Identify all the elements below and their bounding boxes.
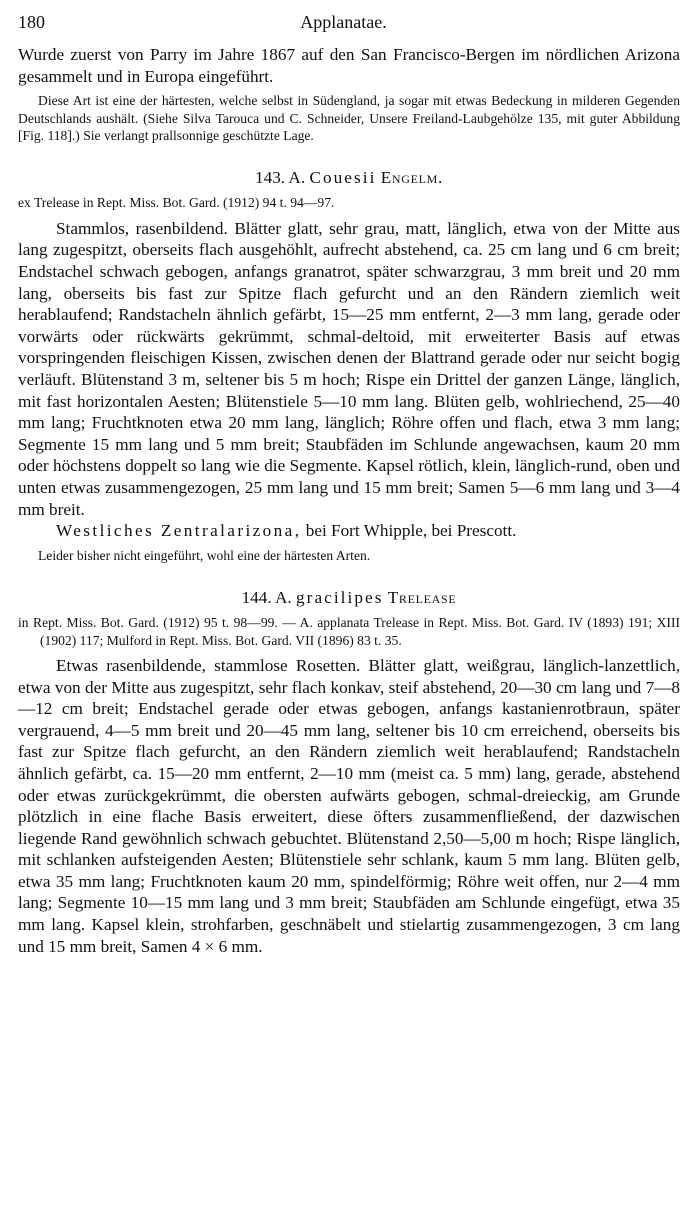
species-144-epithet: gracilipes [296,588,384,608]
species-144-heading [18,588,680,608]
species-143-reference: ex Trelease in Rept. Miss. Bot. Gard. (1912) 94 t. 94—97. [18,195,335,211]
intro-note: Diese Art ist eine der härtesten, welche selbst in Südengland, ja sogar mit etwas Bedeckung in milderen Gegenden Deutschlands aushält. (Siehe Silva Tarouca und C. Schneider, Unsere Freiland-Laubgehölze 135, mit guter Abbildung [Fig. 118].) Sie verlangt prallsonnige geschützte Lage. [18,93,680,143]
species-143-note: Leider bisher nicht eingeführt, wohl eine der härtesten Arten. [38,547,371,563]
species-143-description: Stammlos, rasenbildend. Blätter glatt, sehr grau, matt, länglich, etwa von der Mitte aus lang zugespitzt, oberseits flach ausgehöhlt, aufrecht abstehend, ca. 25 cm lang und 6 cm breit; Endstachel schwach gebogen, anfangs granatrot, später schwarzgrau, 3 mm breit und 20 mm lang, oberseits bis fast zur Spitze flach gefurcht und an den Rändern ziemlich weit herablaufend; Randstacheln ähnlich gefärbt, 15—25 mm entfernt, 2—3 mm lang, gerade oder vorwärts oder rückwärts gekrümmt, schmal-deltoid, mit erweiterter Basis auf etwas vorspringenden fleischigen Kissen, zwischen denen der Blattrand gerade oder nur seicht bogig verläuft. Blütenstand 3 m, seltener bis 5 m hoch; Rispe ein Drittel der ganzen Länge, länglich, mit fast horizontalen Aesten; Blütenstiele 5—10 mm lang. Blüten gelb, wohlriechend, 25—40 mm lang; Fruchtknoten etwa 20 mm lang, länglich; Röhre offen und flach, etwa 3 mm lang; Segmente 15 mm lang und 5 mm breit; Staubfäden im Schlunde angewachsen, kaum 20 mm oder höchstens doppelt so lang wie die Segmente. Kapsel rötlich, klein, länglich-rund, oben und unten etwas zusammengezogen, 25 mm lang und 15 mm breit; Samen 5—6 mm lang und 3—4 mm breit. [18,218,680,519]
species-143-number: 143. A. [255,168,306,188]
species-144-description: Etwas rasenbildende, stammlose Rosetten. Blätter glatt, weißgrau, länglich-lanzettlich, etwa von der Mitte aus zugespitzt, sehr flach konkav, steif abstehend, 20—30 cm lang und 7—8—12 cm breit; Endstachel gerade oder etwas gebogen, anfangs kastanienrotbraun, später vergrauend, 4—5 mm breit und 20—45 mm lang, seltener bis 10 cm erreichend, oberseits bis fast zur Spitze flach gefurcht, an den Rändern ziemlich weit herablaufend; Randstacheln ähnlich gefärbt, ca. 15—20 mm entfernt, 2—10 mm (meist ca. 5 mm) lang, gerade, abstehend oder etwas zurückgekrümmt, die obersten aufwärts gebogen, schmal-dreieckig, am Grunde plötzlich in eine flache Basis erweitert, diese öfters zusammenfließend, der dazwischen liegende Rand gewöhnlich schwach gebuchtet. Blütenstand 2,50—5,00 m hoch; Rispe länglich, mit schlanken aufsteigenden Aesten; Blütenstiele sehr schlank, kaum 5 mm lang. Blüten gelb, etwa 35 mm lang; Fruchtknoten kaum 20 mm, spindelförmig; Röhre weit offen, nur 2—4 mm lang; Segmente 10—15 mm lang und 3 mm breit; Staubfäden am Schlunde eingefügt, etwa 35 mm lang. Kapsel klein, strohfarben, geschnäbelt und stielartig zusammengezogen, 3 cm lang und 15 mm breit, Samen 4 × 6 mm. [18,655,680,956]
species-143-author: Engelm. [380,168,443,188]
intro-paragraph: Wurde zuerst von Parry im Jahre 1867 auf den San Francisco-Bergen im nördlichen Arizona gesammelt und in Europa eingeführt. [18,45,680,86]
species-144-number: 144. A. [241,588,292,608]
species-143-habitat-localities: bei Fort Whipple, bei Prescott. [305,521,517,541]
species-144-author: Trelease [387,588,457,608]
page-header [18,12,680,40]
running-title: Applanatae. [300,12,387,32]
species-143-habitat [18,520,680,542]
species-144-reference: in Rept. Miss. Bot. Gard. (1912) 95 t. 98—99. — A. applanata Trelease in Rept. Miss. Bot. Gard. IV (1893) 191; XIII (1902) 117; Mulford in Rept. Miss. Bot. Gard. VII (1896) 83 t. 35. [18,615,680,648]
book-page [18,12,680,957]
species-143-habitat-region: Westliches Zentralarizona, [56,521,302,541]
species-143-epithet: Couesii [309,168,377,188]
page-number: 180 [18,12,45,32]
species-143-heading [18,168,680,188]
